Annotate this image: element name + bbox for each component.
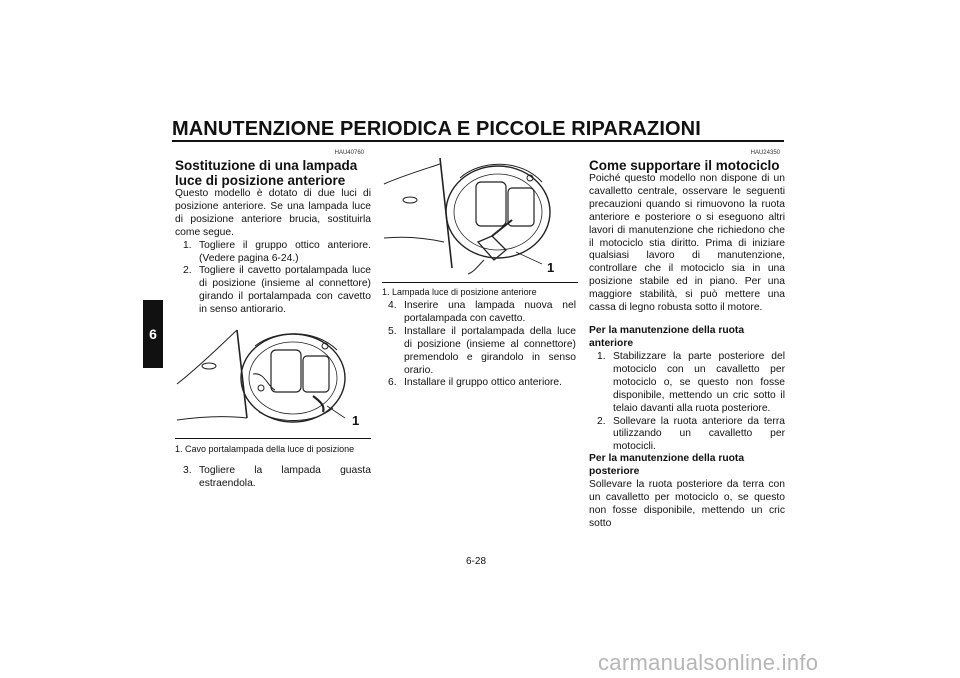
step-item: 3. Togliere la lampada guasta estraendola. — [183, 465, 371, 489]
section-code: HAU40760 — [334, 150, 364, 156]
step-item: 2. Sollevare la ruota anteriore da terra utilizzando un cavalletto per motocicli. — [597, 415, 785, 453]
step-item: 4. Inserire una lampada nuova nel portalampada con cavetto. — [388, 300, 576, 324]
title-rule — [172, 140, 784, 142]
step-item: 1. Stabilizzare la parte posteriore del motociclo con un cavalletto per motociclo o, se questo non fosse disponibile, mettendo un cric sotto il telaio davanti alla ruota posteriore. — [597, 351, 785, 414]
figure-callout: 1 — [352, 413, 360, 428]
front-wheel-steps — [589, 351, 785, 454]
section-body — [589, 173, 785, 315]
step-item: 1. Togliere il gruppo ottico anteriore. (Vedere pagina 6-24.) — [183, 239, 371, 264]
section-heading: Sostituzione di una lampada luce di posizione anteriore — [175, 158, 358, 188]
step-list — [175, 240, 371, 317]
chapter-tab: 6 — [143, 300, 163, 368]
caption-rule — [175, 438, 371, 439]
intro-paragraph: Poiché questo modello non dispone di un cavalletto centrale, osservare le seguenti precauzioni quando si rimuovono la ruota anteriore e posteriore o si eseguono altri lavori di manutenzione che richiedono che il motociclo stia diritto. Prima di iniziare qualsiasi lavoro di manutenzione, controllare che il motociclo sia in una posizione stabile ed in piano. Per una maggiore stabilità, si può mettere una cassa di legno robusta sotto il motore. — [589, 173, 785, 314]
page-number: 6-28 — [466, 556, 487, 567]
step-item: 5. Installare il portalampada della luce di posizione (insieme al connettore) premendolo e girandolo in senso orario. — [388, 325, 576, 376]
section-body — [380, 300, 576, 390]
intro-paragraph: Questo modello è dotato di due luci di posizione anteriore. Se una lampada luce di posizione anteriore brucia, sostituirla come segue. — [175, 188, 371, 238]
watermark: carmanualsonline.info — [598, 650, 819, 675]
step-list — [589, 351, 785, 454]
front-wheel-subheading: Per la manutenzione della ruota anteriore — [589, 325, 745, 349]
section-heading: Come supportare il motociclo — [589, 158, 780, 173]
step-list — [380, 300, 576, 390]
section-code: HAU24350 — [750, 150, 780, 156]
figure-caption: 1. Lampada luce di posizione anteriore — [382, 287, 537, 297]
step-item: 2. Togliere il cavetto portalampada luce di posizione (insieme al connettore) girando il portalampada con cavetto in senso antiorario. — [183, 265, 371, 316]
page-title: MANUTENZIONE PERIODICA E PICCOLE RIPARAZIONI — [172, 118, 701, 140]
rear-wheel-subheading: Per la manutenzione della ruota posteriore — [589, 453, 745, 477]
position-lamp-illustration — [382, 156, 580, 276]
figure-callout: 1 — [547, 260, 555, 275]
step-item: 6. Installare il gruppo ottico anteriore. — [388, 377, 562, 389]
rear-wheel-text: Sollevare la ruota posteriore da terra con un cavalletto per motociclo o, se questo non fosse disponibile, mettendo un cric sotto — [589, 479, 785, 529]
section-body-continued — [175, 465, 371, 491]
figure-caption: 1. Cavo portalampada della luce di posizione — [175, 444, 355, 454]
position-light-socket-illustration — [175, 326, 375, 434]
section-body — [175, 188, 371, 317]
caption-rule — [382, 282, 578, 283]
step-list — [175, 465, 371, 491]
